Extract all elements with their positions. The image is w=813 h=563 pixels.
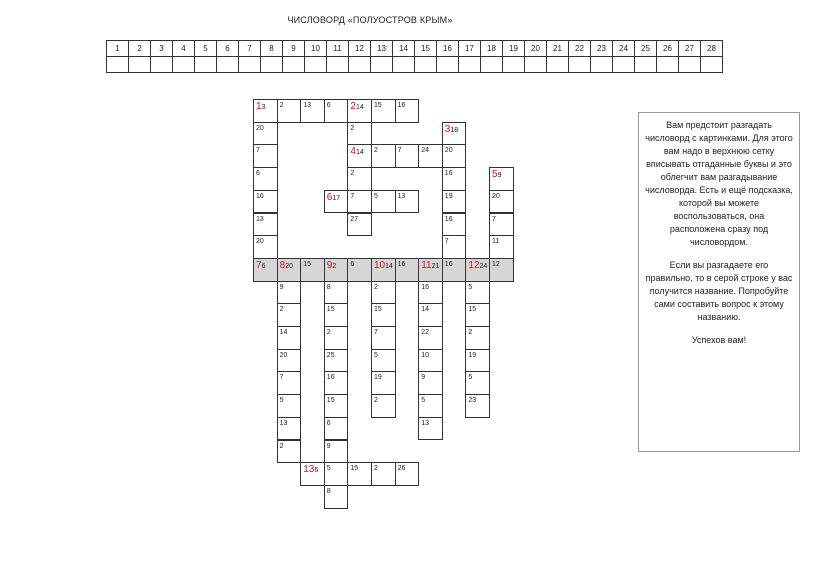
crossword-cell[interactable] (324, 462, 349, 486)
word-number: 1 (256, 101, 262, 112)
cell-code: 7 (397, 147, 402, 155)
key-number-8: 8 (261, 41, 283, 57)
crossword-cell[interactable] (371, 462, 396, 486)
cell-code: 20 (256, 124, 264, 132)
cell-code: 16 (421, 283, 429, 291)
cell-code: 15 (468, 306, 477, 314)
crossword-cell[interactable] (371, 303, 396, 327)
crossword-cell[interactable] (418, 303, 443, 327)
highlight-cell[interactable] (465, 258, 490, 282)
word-number: 10 (374, 259, 386, 271)
crossword-cell[interactable] (395, 99, 420, 123)
key-number-16: 16 (437, 41, 459, 57)
cell-code: 22 (421, 329, 429, 336)
cell-code: 2 (279, 306, 284, 314)
cell-code: 20 (279, 351, 288, 359)
cell-code: 14 (355, 104, 364, 111)
crossword-cell[interactable] (347, 99, 372, 123)
cell-code: 16 (444, 260, 453, 268)
crossword-cell[interactable] (418, 144, 443, 168)
cell-code: 12 (492, 260, 500, 268)
cell-code: 15 (326, 306, 335, 314)
instructions-closing: Успехов вам! (691, 335, 747, 345)
key-number-23: 23 (591, 41, 613, 57)
crossword-cell[interactable] (442, 122, 467, 146)
crossword-cell[interactable] (395, 144, 420, 168)
highlight-cell[interactable] (300, 258, 325, 282)
crossword-cell[interactable] (324, 99, 349, 123)
key-number-5: 5 (195, 41, 217, 57)
key-number-1: 1 (107, 41, 129, 57)
word-number: 13 (303, 464, 315, 476)
cell-code: 14 (279, 329, 288, 336)
cell-code: 3 (261, 104, 266, 111)
cell-code: 2 (374, 147, 378, 155)
cell-code: 2 (326, 329, 331, 336)
cell-code: 6 (261, 262, 266, 270)
crossword-cell[interactable] (465, 303, 490, 327)
crossword-cell[interactable] (347, 122, 372, 146)
crossword-cell[interactable] (418, 371, 443, 395)
crossword-cell[interactable] (442, 144, 467, 168)
cell-code: 2 (374, 283, 378, 291)
key-number-20: 20 (525, 41, 547, 57)
cell-code: 16 (444, 170, 453, 178)
cell-code: 9 (421, 374, 426, 382)
cell-code: 14 (355, 149, 364, 157)
crossword-cell[interactable] (489, 235, 514, 259)
key-number-4: 4 (173, 41, 195, 57)
cell-code: 2 (350, 124, 355, 132)
crossword-cell[interactable] (324, 417, 349, 441)
cell-code: 9 (497, 172, 502, 180)
key-number-28: 28 (701, 41, 723, 57)
crossword-cell[interactable] (371, 99, 396, 123)
highlight-cell[interactable] (277, 258, 302, 282)
cell-code: 10 (421, 351, 429, 359)
key-number-22: 22 (569, 41, 591, 57)
word-number: 2 (350, 101, 356, 112)
crossword-cell[interactable] (277, 417, 302, 441)
highlight-cell[interactable] (253, 258, 278, 282)
cell-code: 15 (374, 102, 382, 109)
instructions-paragraph-2: Если вы разгадаете его правильно, то в серой строке у вас получится название. Попробуйте сами составить вопрос к этому названию. (645, 260, 793, 322)
cell-code: 21 (431, 262, 440, 270)
word-number: 6 (326, 191, 333, 203)
cell-code: 6 (350, 260, 355, 268)
highlight-cell[interactable] (347, 258, 372, 282)
cell-code: 13 (421, 419, 429, 427)
highlight-cell[interactable] (371, 258, 396, 282)
cell-code: 7 (444, 238, 449, 246)
cell-code: 5 (468, 283, 473, 291)
crossword-cell[interactable] (324, 485, 349, 509)
crossword-cell[interactable] (465, 326, 490, 350)
crossword-cell[interactable] (418, 326, 443, 350)
crossword-cell[interactable] (442, 167, 467, 191)
crossword-cell[interactable] (253, 144, 278, 168)
cell-code: 16 (444, 215, 453, 223)
key-number-25: 25 (635, 41, 657, 57)
cell-code: 2 (279, 102, 284, 109)
crossword-cell[interactable] (395, 190, 420, 214)
key-number-17: 17 (459, 41, 481, 57)
word-number: 3 (444, 123, 451, 135)
crossword-cell[interactable] (300, 462, 325, 486)
word-number: 7 (256, 259, 262, 271)
key-number-21: 21 (547, 41, 569, 57)
key-number-12: 12 (349, 41, 371, 57)
cell-code: 2 (332, 262, 337, 270)
cell-code: 14 (385, 262, 393, 270)
crossword-cell[interactable] (300, 99, 325, 123)
crossword-cell[interactable] (324, 394, 349, 418)
highlight-cell[interactable] (442, 258, 467, 282)
key-number-11: 11 (327, 41, 349, 57)
highlight-cell[interactable] (489, 258, 514, 282)
cell-code: 13 (256, 215, 264, 223)
crossword-cell[interactable] (347, 190, 372, 214)
key-number-15: 15 (415, 41, 437, 57)
cell-code: 13 (397, 192, 406, 200)
highlight-cell[interactable] (418, 258, 443, 282)
crossword-cell[interactable] (347, 167, 372, 191)
cell-code: 26 (397, 465, 406, 473)
cell-code: 5 (374, 351, 378, 359)
instructions-paragraph-1: Вам предстоит разгадать числоворд с картинками. Для этого вам надо в верхнюю сетку вписывать отгаданные буквы и это облегчит вам разгадывание числоворда. Есть и ещё подсказка, которой вы можете воспользоваться, она расположена сразу под числовордом. (645, 120, 793, 247)
crossword-cell[interactable] (489, 167, 514, 191)
key-number-14: 14 (393, 41, 415, 57)
crossword-cell[interactable] (442, 213, 467, 237)
cell-code: 11 (492, 238, 500, 246)
crossword-cell[interactable] (277, 371, 302, 395)
cell-code: 17 (332, 194, 341, 202)
cell-code: 2 (374, 465, 378, 473)
crossword-cell[interactable] (418, 417, 443, 441)
key-number-19: 19 (503, 41, 525, 57)
cell-code: 15 (374, 306, 382, 314)
crossword-cell[interactable] (253, 235, 278, 259)
cell-code: 19 (444, 192, 453, 200)
crossword-cell[interactable] (347, 462, 372, 486)
key-number-26: 26 (657, 41, 679, 57)
cell-code: 8 (326, 283, 331, 291)
crossword-cell[interactable] (418, 349, 443, 373)
cell-code: 16 (326, 374, 335, 382)
cell-code: 18 (450, 126, 459, 134)
crossword-cell[interactable] (347, 144, 372, 168)
crossword-cell[interactable] (371, 326, 396, 350)
crossword-cell[interactable] (465, 281, 490, 305)
cell-code: 7 (279, 374, 284, 382)
key-number-9: 9 (283, 41, 305, 57)
crossword-cell[interactable] (465, 371, 490, 395)
highlight-cell[interactable] (395, 258, 420, 282)
cell-code: 6 (326, 102, 331, 109)
crossword-cell[interactable] (347, 213, 372, 237)
cell-code: 5 (279, 397, 284, 405)
cell-code: 23 (468, 397, 477, 405)
crossword-cell[interactable] (324, 349, 349, 373)
cell-code: 20 (285, 262, 293, 270)
cell-code: 5 (421, 397, 426, 405)
cell-code: 5 (468, 374, 473, 382)
crossword-cell[interactable] (277, 440, 302, 464)
crossword-cell[interactable] (371, 144, 396, 168)
crossword-cell[interactable] (442, 235, 467, 259)
key-number-7: 7 (239, 41, 261, 57)
key-number-18: 18 (481, 41, 503, 57)
cell-code: 7 (350, 192, 355, 200)
cell-code: 19 (374, 374, 382, 382)
cell-code: 19 (468, 351, 477, 359)
crossword-cell[interactable] (324, 326, 349, 350)
crossword-cell[interactable] (324, 371, 349, 395)
crossword-cell[interactable] (465, 349, 490, 373)
crossword-cell[interactable] (277, 303, 302, 327)
word-number: 12 (468, 259, 480, 271)
cell-code: 2 (374, 397, 378, 405)
crossword-cell[interactable] (371, 394, 396, 418)
cell-code: 6 (256, 170, 260, 178)
cell-code: 7 (492, 215, 496, 223)
cell-code: 20 (492, 192, 500, 200)
key-number-10: 10 (305, 41, 327, 57)
crossword-cell[interactable] (371, 371, 396, 395)
cell-code: 14 (421, 306, 429, 314)
key-number-27: 27 (679, 41, 701, 57)
crossword-cell[interactable] (253, 190, 278, 214)
cell-code: 9 (326, 442, 331, 450)
cell-code: 5 (374, 192, 378, 200)
cell-code: 2 (468, 329, 473, 336)
crossword-cell[interactable] (371, 349, 396, 373)
crossword-cell[interactable] (324, 303, 349, 327)
cell-code: 2 (350, 170, 355, 178)
cell-code: 6 (326, 419, 331, 427)
cell-code: 9 (279, 283, 284, 291)
cell-code: 25 (326, 351, 335, 359)
crossword-cell[interactable] (253, 99, 278, 123)
crossword-cell[interactable] (489, 190, 514, 214)
cell-code: 15 (326, 397, 335, 405)
crossword-cell[interactable] (277, 349, 302, 373)
crossword-cell[interactable] (324, 190, 349, 214)
word-number: 11 (421, 259, 432, 271)
cell-code: 7 (374, 329, 378, 336)
crossword-cell[interactable] (277, 281, 302, 305)
word-number: 8 (279, 259, 286, 271)
crossword-cell[interactable] (371, 190, 396, 214)
cell-code: 20 (256, 238, 264, 246)
crossword-cell[interactable] (277, 326, 302, 350)
key-number-24: 24 (613, 41, 635, 57)
cell-code: 24 (421, 147, 429, 155)
word-number: 9 (326, 259, 333, 271)
word-number: 5 (492, 169, 498, 181)
page-title: ЧИСЛОВОРД «ПОЛУОСТРОВ КРЫМ» (287, 15, 453, 25)
crossword-cell[interactable] (395, 462, 420, 486)
cell-code: 20 (444, 147, 453, 155)
key-number-3: 3 (151, 41, 173, 57)
crossword-cell[interactable] (324, 440, 349, 464)
cell-code: 6 (314, 467, 319, 475)
crossword-cell[interactable] (418, 281, 443, 305)
crossword-cell[interactable] (324, 281, 349, 305)
highlight-cell[interactable] (324, 258, 349, 282)
cell-code: 13 (303, 102, 311, 109)
cell-code: 15 (350, 465, 359, 473)
cell-code: 27 (350, 215, 359, 223)
crossword-cell[interactable] (277, 394, 302, 418)
cell-code: 2 (279, 442, 284, 450)
cell-code: 8 (326, 487, 331, 495)
cell-code: 16 (256, 192, 264, 200)
crossword-cell[interactable] (465, 394, 490, 418)
cell-code: 13 (279, 419, 288, 427)
key-number-13: 13 (371, 41, 393, 57)
crossword-cell[interactable] (253, 213, 278, 237)
crossword-cell[interactable] (371, 281, 396, 305)
word-number: 4 (350, 146, 356, 158)
cell-code: 16 (397, 260, 406, 268)
cell-code: 7 (256, 147, 260, 155)
cell-code: 5 (326, 465, 331, 473)
key-number-2: 2 (129, 41, 151, 57)
cell-code: 16 (397, 102, 406, 109)
cell-code: 24 (479, 262, 488, 270)
crossword-cell[interactable] (418, 394, 443, 418)
crossword-cell[interactable] (277, 99, 302, 123)
crossword-cell[interactable] (442, 190, 467, 214)
crossword-cell[interactable] (489, 213, 514, 237)
instructions-box (638, 112, 800, 452)
crossword-cell[interactable] (253, 167, 278, 191)
key-number-6: 6 (217, 41, 239, 57)
cell-code: 15 (303, 260, 311, 268)
crossword-cell[interactable] (253, 122, 278, 146)
